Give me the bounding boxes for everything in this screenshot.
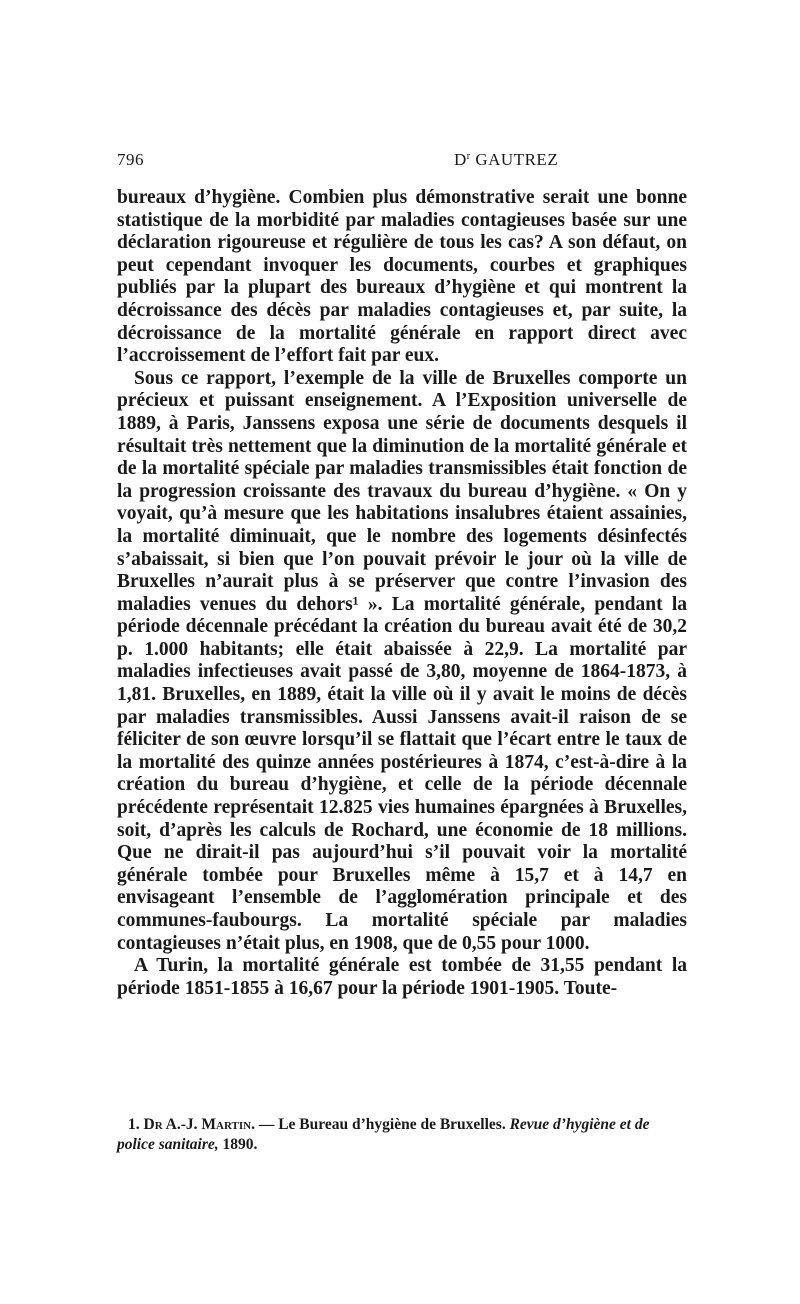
footnote-author: Dr A.-J. Martin. bbox=[143, 1116, 255, 1133]
footnote-journal: Revue d’hygiène et de police sanitaire, bbox=[117, 1116, 650, 1153]
paragraph-3: A Turin, la mortalité générale est tombée de 31,55 pendant la période 1851-1855 à 16,67 pour la période 1901-1905. Toute- bbox=[117, 955, 687, 999]
paragraph-2: Sous ce rapport, l’exemple de la ville de Bruxelles comporte un précieux et puissant enseignement. A l’Exposition universelle de 1889, à Paris, Janssens exposa une série de documents desquels il résultait très nettement que la diminution de la mortalité générale et de la mortalité spéciale par maladies transmissibles était fonction de la progression croissante des travaux du bureau d’hygiène. « On y voyait, qu’à mesure que les habitations insalubres étaient assainies, la mortalité diminuait, que le nombre des logements désinfectés s’abaissait, si bien que l’on pouvait prévoir le jour où la ville de Bruxelles n’aurait plus à se préserver que contre l’invasion des maladies venues du dehors¹ ». La mortalité générale, pendant la période décennale précédant la création du bureau avait été de 30,2 p. 1.000 habitants; elle était abaissée à 22,9. La mortalité par maladies infectieuses avait passé de 3,80, moyenne de 1864-1873, à 1,81. Bruxelles, en 1889, était la ville où il y avait le moins de décès par maladies transmissibles. Aussi Janssens avait-il raison de se féliciter de son œuvre lorsqu’il se flattait que l’écart entre le taux de la mortalité des quinze années postérieures à 1874, c’est-à-dire à la création du bureau d’hygiène, et celle de la période décennale précédente représentait 12.825 vies humaines épargnées à Bruxelles, soit, d’après les calculs de Rochard, une économie de 18 millions. Que ne dirait-il pas aujourd’hui s’il pouvait voir la mortalité générale tombée pour Bruxelles même à 15,7 et à 14,7 en envisageant l’ensemble de l’agglomération principale et des communes-faubourgs. La mortalité spéciale par maladies contagieuses n’était plus, en 1908, que de 0,55 pour 1000. bbox=[117, 367, 687, 954]
footnote-dash: — bbox=[258, 1116, 275, 1133]
author-name: GAUTREZ bbox=[475, 150, 559, 169]
footnote-title: Le Bureau d’hygiène de Bruxelles. bbox=[278, 1116, 506, 1133]
running-header bbox=[117, 150, 687, 174]
running-head-author bbox=[454, 150, 558, 170]
page-number: 796 bbox=[117, 150, 144, 169]
footnote-marker: 1. bbox=[128, 1116, 140, 1133]
body-text bbox=[117, 187, 687, 1000]
paragraph-1: bureaux d’hygiène. Combien plus démonstrative serait une bonne statistique de la morbidité par maladies contagieuses basée sur une déclaration rigoureuse et régulière de tous les cas? A son défaut, on peut cependant invoquer les documents, courbes et graphiques publiés par la plupart des bureaux d’hygiène et qui montrent la décroissance des décès par maladies contagieuses et, par suite, la décroissance de la mortalité générale en rapport direct avec l’accroissement de l’effort fait par eux. bbox=[117, 187, 687, 367]
footnote bbox=[117, 1115, 687, 1155]
footnote-year: 1890. bbox=[222, 1136, 258, 1153]
author-suffix: r bbox=[466, 151, 471, 162]
author-prefix: D bbox=[454, 150, 467, 169]
